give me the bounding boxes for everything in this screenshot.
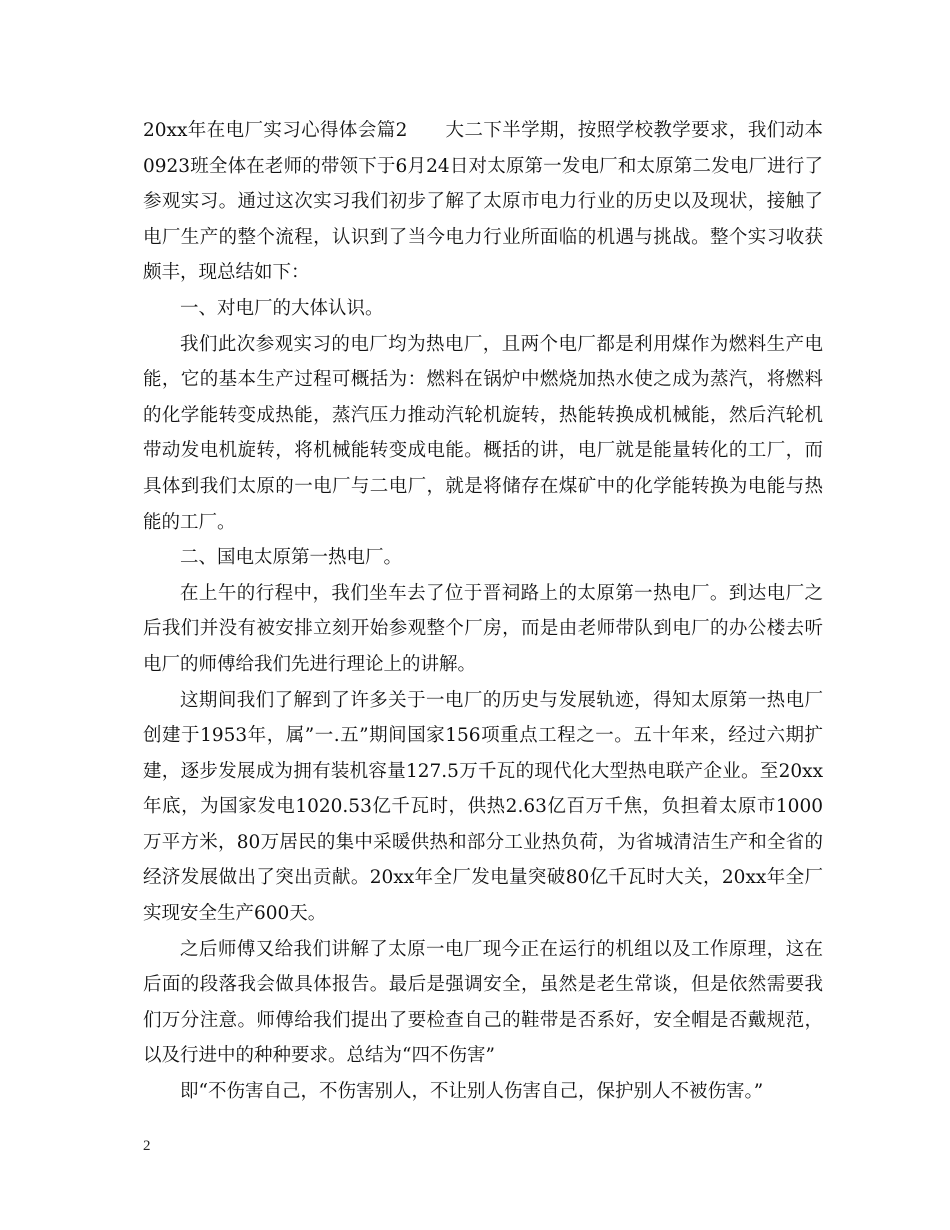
paragraph-intro: 20xx年在电厂实习心得体会篇2 大二下半学期，按照学校教学要求，我们动本0923班全体在老师的带领下于6月24日对太原第一发电厂和太原第二发电厂进行了参观实习。通过这次实习我们初步了解了太原市电力行业的历史以及现状，接触了电厂生产的整个流程，认识到了当今电力行业所面临的机遇与挑战。整个实习收获颇丰，现总结如下： <box>143 120 823 284</box>
page-number: 2 <box>143 1138 151 1154</box>
section-heading-2: 二、国电太原第一热电厂。 <box>180 547 403 569</box>
document-body <box>143 113 823 1110</box>
paragraph-morning-trip: 在上午的行程中，我们坐车去了位于晋祠路上的太原第一热电厂。到达电厂之后我们并没有被安排立刻开始参观整个厂房，而是由老师带队到电厂的办公楼去听电厂的师傅给我们先进行理论上的讲解。 <box>143 582 823 675</box>
paragraph-history: 这期间我们了解到了许多关于一电厂的历史与发展轨迹，得知太原第一热电厂创建于1953年，属”一.五”期间国家156项重点工程之一。五十年来，经过六期扩建，逐步发展成为拥有装机容量127.5万千瓦的现代化大型热电联产企业。至20xx年底，为国家发电1020.53亿千瓦时，供热2.63亿百万千焦，负担着太原市1000万平方米，80万居民的集中采暖供热和部分工业热负荷，为省城清洁生产和全省的经济发展做出了突出贡献。20xx年全厂发电量突破80亿千瓦时大关，20xx年全厂实现安全生产600天。 <box>143 689 823 925</box>
section-heading-1: 一、对电厂的大体认识。 <box>180 297 384 319</box>
paragraph-four-no-harm: 即“不伤害自己，不伤害别人，不让别人伤害自己，保护别人不被伤害。” <box>180 1081 764 1103</box>
paragraph-overview: 我们此次参观实习的电厂均为热电厂，且两个电厂都是利用煤作为燃料生产电能，它的基本生产过程可概括为：燃料在锅炉中燃烧加热水使之成为蒸汽，将燃料的化学能转变成热能，蒸汽压力推动汽轮机旋转，热能转换成机械能，然后汽轮机带动发电机旋转，将机械能转变成电能。概括的讲，电厂就是能量转化的工厂，而具体到我们太原的一电厂与二电厂，就是将储存在煤矿中的化学能转换为电能与热能的工厂。 <box>143 333 823 533</box>
paragraph-safety: 之后师傅又给我们讲解了太原一电厂现今正在运行的机组以及工作原理，这在后面的段落我会做具体报告。最后是强调安全，虽然是老生常谈，但是依然需要我们万分注意。师傅给我们提出了要检查自己的鞋带是否系好，安全帽是否戴规范，以及行进中的种种要求。总结为“四不伤害” <box>143 938 823 1067</box>
